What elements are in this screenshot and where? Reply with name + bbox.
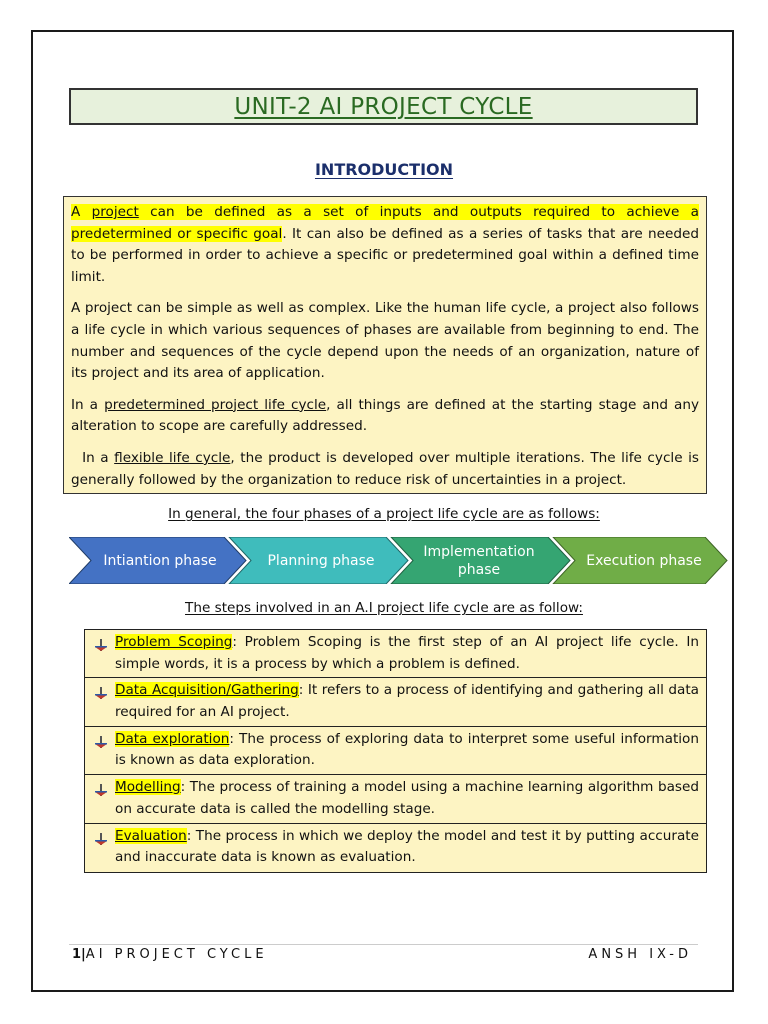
footer-divider — [69, 944, 698, 945]
project-term: project — [91, 204, 139, 220]
intro-p4-text-a: In a — [71, 449, 115, 466]
phases-diagram — [69, 537, 729, 584]
phase-label-2: Planning phase — [267, 552, 375, 569]
arrow-bullet-icon — [94, 783, 108, 797]
step-text: : The process in which we deploy the model and test it by putting accurate and inaccurate data is known as evaluation. — [115, 827, 699, 866]
step-row — [85, 727, 706, 775]
intro-p3-text-a: In a — [71, 396, 105, 413]
steps-intro-text: The steps involved in an A.I project life cycle are as follow: — [185, 600, 583, 616]
step-row — [85, 678, 706, 726]
step-term: Data Acquisition/Gathering — [115, 682, 299, 699]
arrow-bullet-icon — [94, 686, 108, 700]
step-term: Problem Scoping — [115, 634, 233, 650]
step-row — [85, 775, 706, 823]
arrow-bullet-icon — [94, 638, 108, 652]
footer-left — [72, 947, 268, 962]
phase-label-3: Implementation phase — [423, 543, 535, 578]
predetermined-cycle-term: predetermined project life cycle — [104, 396, 327, 413]
arrow-bullet-icon — [94, 832, 108, 846]
step-text: : It refers to a process of identifying and gathering all data required for an AI project. — [115, 682, 699, 720]
intro-p1-text-a: A — [71, 204, 92, 220]
step-text: : The process of exploring data to interpret some useful information is known as data exploration. — [115, 730, 699, 769]
intro-p3-text-b: , all things are defined at the starting stage and any alteration to scope are carefully addressed. — [71, 396, 699, 435]
step-term: Evaluation — [115, 827, 187, 844]
step-row — [85, 824, 706, 872]
footer-author: ANSH IX-D — [588, 947, 692, 962]
intro-p4-text-b: , the product is developed over multiple iterations. The life cycle is generally followed by the organization to reduce risk of uncertainties in a project. — [71, 449, 704, 488]
step-row — [85, 630, 706, 678]
introduction-heading: INTRODUCTION — [314, 160, 454, 179]
intro-paragraph-4 — [71, 448, 704, 491]
step-term: Data exploration — [115, 730, 230, 747]
intro-paragraph-1 — [71, 202, 699, 288]
introduction-box — [63, 196, 707, 494]
step-text: : Problem Scoping is the first step of an AI project life cycle. In simple words, it is a process by which a problem is defined. — [115, 634, 699, 672]
footer-title: AI PROJECT CYCLE — [85, 947, 268, 962]
step-text: : The process of training a model using a machine learning algorithm based on accurate data is called the modelling stage. — [115, 779, 699, 817]
intro-paragraph-3 — [71, 395, 699, 438]
footer-page-number: 1 — [72, 947, 82, 962]
phase-label-1: Intiantion phase — [103, 552, 217, 569]
arrow-bullet-icon — [94, 735, 108, 749]
intro-p1-text-c: . It can also be defined as a series of tasks that are needed to be performed in order to achieve a specific or predetermined goal within a defined time limit. — [71, 225, 699, 285]
footer-separator: | — [81, 947, 86, 962]
flexible-cycle-term: flexible life cycle — [114, 449, 231, 466]
intro-paragraph-2: A project can be simple as well as complex. Like the human life cycle, a project also follows a life cycle in which various sequences of phases are available from beginning to end. The number and sequences of the cycle depend upon the needs of an organization, nature of its project and its area of application. — [71, 300, 699, 382]
phases-intro-text: In general, the four phases of a project life cycle are as follows: — [168, 506, 600, 522]
page-title: UNIT-2 AI PROJECT CYCLE — [234, 93, 533, 120]
step-term: Modelling — [115, 779, 181, 796]
phase-label-4: Execution phase — [586, 552, 702, 569]
steps-table — [84, 629, 707, 873]
title-box — [69, 88, 698, 125]
intro-p1-text-b: can be defined as a set of inputs and outputs required to achieve a predetermined or specific goal — [71, 204, 699, 242]
